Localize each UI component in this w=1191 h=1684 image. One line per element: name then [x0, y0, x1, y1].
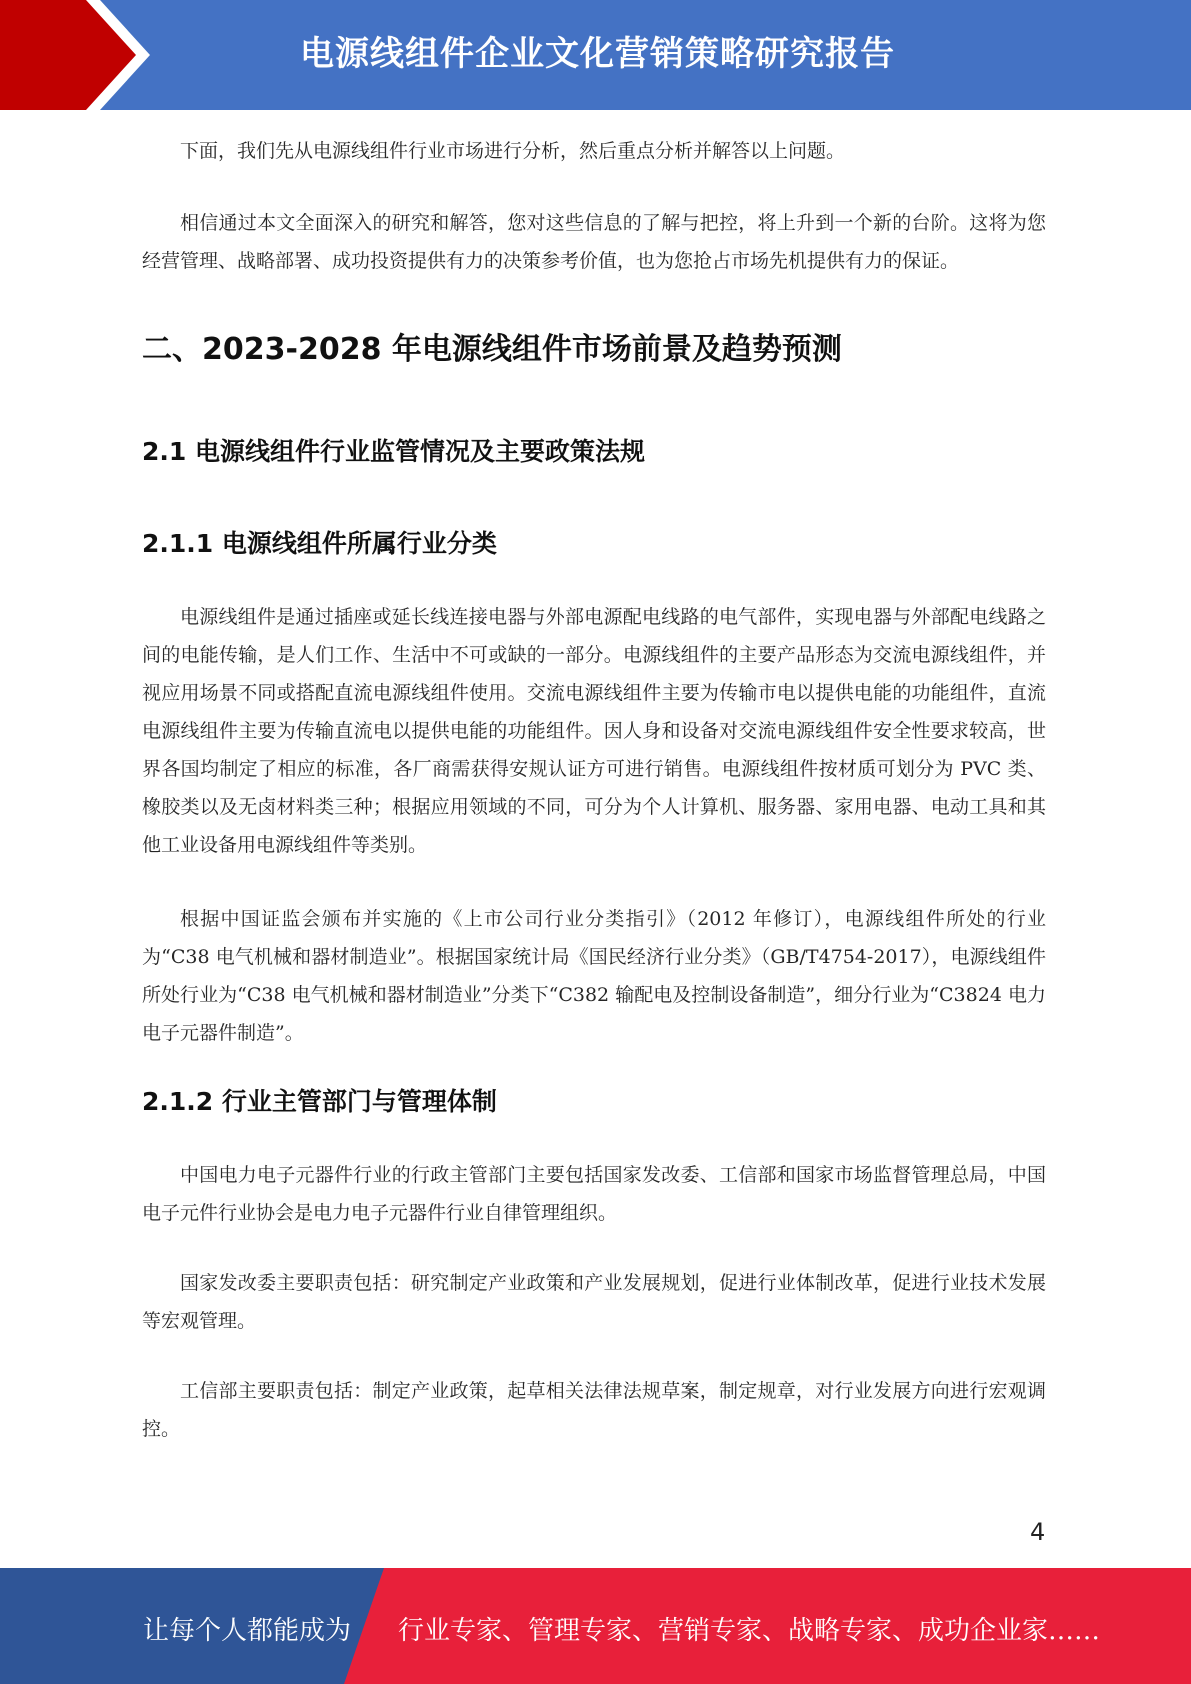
footer-slogan-left: 让每个人都能成为 [143, 1616, 352, 1646]
paragraph-ndrc-duties: 国家发改委主要职责包括：研究制定产业政策和产业发展规划，促进行业体制改革，促进行业技术发展等宏观管理。 [142, 1272, 1046, 1332]
paragraph-classification: 电源线组件是通过插座或延长线连接电器与外部电源配电线路的电气部件，实现电器与外部配电线路之间的电能传输，是人们工作、生活中不可或缺的一部分。电源线组件的主要产品形态为交流电源线组件，并视应用场景不同或搭配直流电源线组件使用。交流电源线组件主要为传输市电以提供电能的功能组件，直流电源线组件主要为传输直流电以提供电能的功能组件。因人身和设备对交流电源线组件安全性要求较高，世界各国均制定了相应的标准，各厂商需获得安规认证方可进行销售。电源线组件按材质可划分为 PVC 类、橡胶类以及无卤材料类三种；根据应用领域的不同，可分为个人计算机、服务器、家用电器、电动工具和其他工业设备用电源线组件等类别。 [142, 606, 1046, 856]
subsection-heading-2-1: 2.1 电源线组件行业监管情况及主要政策法规 [142, 437, 645, 466]
footer-slogan-right: 行业专家、管理专家、营销专家、战略专家、成功企业家…… [398, 1616, 1101, 1646]
paragraph-miit-duties: 工信部主要职责包括：制定产业政策，起草相关法律法规草案，制定规章，对行业发展方向进行宏观调控。 [142, 1380, 1046, 1440]
paragraph-belief: 相信通过本文全面深入的研究和解答，您对这些信息的了解与把控，将上升到一个新的台阶。这将为您经营管理、战略部署、成功投资提供有力的决策参考价值，也为您抢占市场先机提供有力的保证。 [142, 212, 1046, 272]
paragraph-intro: 下面，我们先从电源线组件行业市场进行分析，然后重点分析并解答以上问题。 [180, 140, 846, 162]
subsection-heading-2-1-2: 2.1.2 行业主管部门与管理体制 [142, 1087, 497, 1116]
subsection-heading-2-1-1: 2.1.1 电源线组件所属行业分类 [142, 529, 497, 558]
header-title: 电源线组件企业文化营销策略研究报告 [300, 34, 895, 74]
paragraph-csrc-classification: 根据中国证监会颁布并实施的《上市公司行业分类指引》（2012 年修订），电源线组件所处的行业为“C38 电气机械和器材制造业”。根据国家统计局《国民经济行业分类》（GB/T4754-2017），电源线组件所处行业为“C38 电气机械和器材制造业”分类下“C382 输配电及控制设备制造”，细分行业为“C3824 电力电子元器件制造”。 [142, 908, 1046, 1044]
document-body [142, 132, 1046, 1448]
paragraph-regulators: 中国电力电子元器件行业的行政主管部门主要包括国家发改委、工信部和国家市场监督管理总局，中国电子元件行业协会是电力电子元器件行业自律管理组织。 [142, 1164, 1046, 1224]
section-heading-2: 二、2023-2028 年电源线组件市场前景及趋势预测 [142, 332, 842, 367]
page-header [0, 0, 1191, 110]
header-arrow-decoration [0, 0, 160, 110]
page-number: 4 [1030, 1518, 1046, 1546]
page-footer [0, 1568, 1191, 1684]
